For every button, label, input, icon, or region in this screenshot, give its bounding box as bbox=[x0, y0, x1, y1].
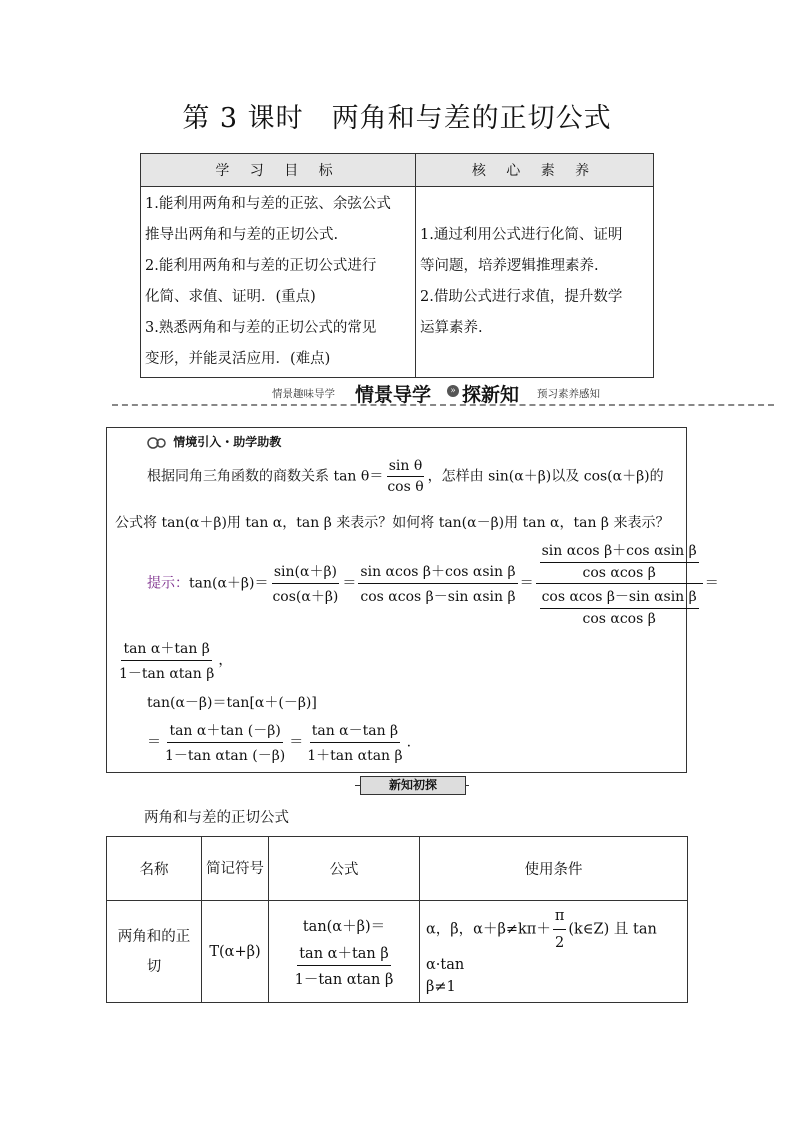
formula-table bbox=[106, 836, 688, 1003]
l3-eq: ＝ bbox=[147, 734, 161, 751]
intro-box bbox=[106, 427, 719, 773]
q1-num: sin θ bbox=[387, 458, 425, 477]
q1-text: 根据同角三角函数的商数关系 tan θ＝ bbox=[147, 468, 384, 485]
hint-line bbox=[147, 540, 719, 627]
header-formula: 公式 bbox=[269, 837, 420, 901]
objective-line: 化简、求值、证明．(重点) bbox=[145, 289, 316, 305]
header-conditions: 使用条件 bbox=[420, 837, 688, 901]
literacy-line: 等问题，培养逻辑推理素养. bbox=[420, 258, 599, 274]
sin-cos-fraction bbox=[385, 458, 425, 495]
q1-tail: ，怎样由 sin(α＋β)以及 cos(α＋β)的 bbox=[427, 468, 664, 485]
hint-f3-dd: cos αcos β bbox=[582, 611, 656, 627]
formula-den: 1－tan αtan β bbox=[294, 971, 394, 988]
banner-arrow-icon: » bbox=[447, 385, 459, 397]
l3-f2-num: tan α－tan β bbox=[310, 720, 400, 743]
hint-f3-nn: sin αcos β＋cos αsin β bbox=[540, 540, 699, 563]
l3-f1-den: 1－tan αtan (－β) bbox=[165, 748, 286, 764]
hint-frac-4 bbox=[117, 638, 216, 683]
hint-eq: ＝ bbox=[519, 575, 534, 592]
hint-eq: ＝ bbox=[704, 575, 719, 592]
hint-f4-den: 1－tan αtan β bbox=[119, 666, 215, 682]
new-knowledge-tag: 新知初探 bbox=[360, 776, 466, 795]
hint-result bbox=[115, 638, 232, 683]
row-conditions bbox=[420, 901, 688, 1003]
intro-question-2: 公式将 tan(α＋β)用 tan α，tan β 来表示？如何将 tan(α－β)用 tan α，tan β 来表示？ bbox=[115, 515, 670, 531]
banner-left-caption: 情景趣味导学 bbox=[272, 388, 335, 400]
section-banner bbox=[112, 382, 774, 408]
hint-f3-dn: cos αcos β－sin αsin β bbox=[540, 586, 699, 609]
l3-period: . bbox=[406, 734, 412, 751]
minus-derivation-line: tan(α－β)＝tan[α＋(－β)] bbox=[147, 695, 317, 711]
pi-den: 2 bbox=[554, 935, 565, 951]
objectives-cell bbox=[141, 187, 416, 378]
literacy-header: 核 心 素 养 bbox=[416, 154, 654, 187]
hint-f1-den: cos(α＋β) bbox=[272, 589, 339, 605]
hint-frac-3 bbox=[536, 540, 703, 627]
hint-lhs: tan(α＋β)＝ bbox=[189, 575, 269, 592]
section-subtitle: 两角和与差的正切公式 bbox=[144, 810, 289, 826]
hint-label: 提示： bbox=[147, 575, 189, 592]
intro-heading-text: 情境引入・助学助教 bbox=[173, 435, 282, 449]
header-name: 名称 bbox=[107, 837, 202, 901]
objective-line: 变形，并能灵活应用．(难点) bbox=[145, 351, 331, 367]
literacy-line: 1.通过利用公式进行化简、证明 bbox=[420, 227, 623, 243]
literacy-line: 运算素养. bbox=[420, 320, 483, 336]
objectives-table bbox=[140, 153, 654, 378]
cond-text: α，β，α＋β≠kπ＋ bbox=[426, 921, 551, 938]
page-title: 第 3 课时 两角和与差的正切公式 bbox=[182, 103, 612, 134]
l3-frac-1 bbox=[163, 720, 287, 765]
banner-title-left: 情景导学 bbox=[355, 384, 432, 406]
hint-f1-num: sin(α＋β) bbox=[272, 561, 339, 584]
hint-f2-den: cos αcos β－sin αsin β bbox=[360, 589, 516, 605]
hint-f3-nd: cos αcos β bbox=[582, 565, 656, 581]
literacy-line: 2.借助公式进行求值，提升数学 bbox=[420, 289, 623, 305]
scene-icon bbox=[147, 437, 169, 449]
banner-right-caption: 预习素养感知 bbox=[537, 388, 600, 400]
objective-line: 1.能利用两角和与差的正弦、余弦公式 bbox=[145, 196, 391, 212]
row-formula bbox=[269, 901, 420, 1003]
q1-den: cos θ bbox=[387, 479, 424, 495]
objective-line: 2.能利用两角和与差的正切公式进行 bbox=[145, 258, 377, 274]
banner-divider bbox=[112, 404, 774, 406]
row-symbol: T(α+β) bbox=[202, 901, 269, 1003]
formula-num: tan α＋tan β bbox=[297, 942, 391, 966]
cond-tail: (k∈Z) 且 tan α·tan bbox=[426, 921, 657, 973]
hint-f4-num: tan α＋tan β bbox=[121, 638, 211, 661]
hint-frac-2 bbox=[358, 561, 517, 606]
hint-f3-den bbox=[536, 584, 703, 627]
objective-line: 推导出两角和与差的正切公式. bbox=[145, 227, 339, 243]
header-symbol: 简记符号 bbox=[202, 837, 269, 901]
l3-frac-2 bbox=[305, 720, 404, 765]
intro-question-1 bbox=[147, 458, 664, 495]
objectives-header: 学 习 目 标 bbox=[141, 154, 416, 187]
pi-num: π bbox=[553, 905, 567, 930]
banner-title-right: 探新知 bbox=[462, 384, 520, 406]
row-name: 两角和的正切 bbox=[107, 901, 202, 1003]
hint-comma: ， bbox=[218, 652, 233, 669]
l3-f2-den: 1＋tan αtan β bbox=[307, 748, 403, 764]
hint-eq: ＝ bbox=[342, 575, 357, 592]
formula-top: tan(α＋β)＝ bbox=[302, 918, 386, 935]
cond-line-1 bbox=[426, 905, 681, 976]
objective-line: 3.熟悉两角和与差的正切公式的常见 bbox=[145, 320, 377, 336]
hint-f2-num: sin αcos β＋cos αsin β bbox=[358, 561, 517, 584]
literacy-cell bbox=[416, 187, 654, 378]
pi-over-2 bbox=[553, 905, 567, 954]
l3-f1-num: tan α＋tan (－β) bbox=[167, 720, 282, 743]
intro-heading bbox=[147, 433, 281, 450]
formula-fraction bbox=[293, 942, 396, 989]
hint-f3-num bbox=[536, 540, 703, 584]
l3-eq: ＝ bbox=[289, 734, 304, 751]
cond-line-2: β≠1 bbox=[426, 979, 456, 995]
minus-derivation-result bbox=[147, 720, 411, 765]
hint-frac-1 bbox=[270, 561, 340, 606]
